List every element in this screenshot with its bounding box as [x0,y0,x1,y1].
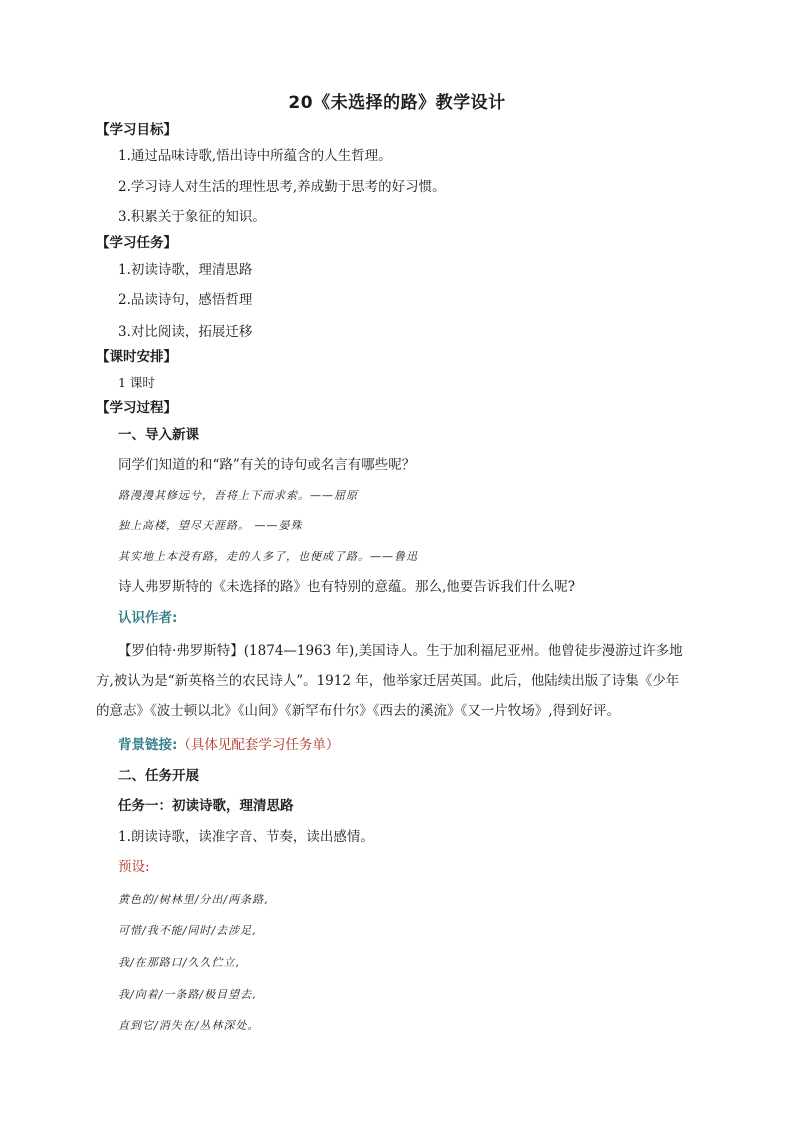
task-item: 1.初读诗歌，理清思路 [118,262,253,278]
task-item: 3.对比阅读，拓展迁移 [118,324,253,340]
schedule-value: 1 课时 [118,375,155,390]
poem-line: 我/在那路口/久久伫立, [118,956,240,969]
intro-question: 同学们知道的和“路”有关的诗句或名言有哪些呢？ [118,457,416,473]
document-title: 20《未选择的路》教学设计 [288,93,506,113]
author-line: 【罗伯特·弗罗斯特】(1874—1963 年),美国诗人。生于加利福尼亚州。他曾徒步漫游过许多地 [118,643,683,659]
goal-item: 2.学习诗人对生活的理性思考,养成勤于思考的好习惯。 [118,179,446,195]
quote-line: 路漫漫其修远兮，吾将上下而求索。——屈原 [118,489,358,502]
poem-line: 黄色的/树林里/分出/两条路, [118,893,269,906]
intro-transition: 诗人弗罗斯特的《未选择的路》也有特别的意蕴。那么,他要告诉我们什么呢? [118,579,576,595]
develop-heading: 二、任务开展 [118,768,199,784]
background-note: （具体见配套学习任务单） [177,737,340,753]
background-label: 背景链接: [118,737,178,753]
author-paragraph [96,636,702,726]
task1-heading: 任务一：初读诗歌，理清思路 [118,798,294,814]
author-line: 方,被认为是“新英格兰的农民诗人”。1912 年，他举家迁居英国。此后，他陆续出版了诗集《少年 [96,673,680,689]
tasks-heading: 【学习任务】 [96,235,177,251]
poem-line: 我/向着/一条路/极目望去, [118,988,257,1001]
schedule-heading: 【课时安排】 [96,349,177,365]
background-row [118,735,339,755]
poem-line: 可惜/我不能/同时/去涉足, [118,924,257,937]
process-heading: 【学习过程】 [96,400,177,416]
task1-step: 1.朗读诗歌，读准字音、节奏，读出感情。 [118,829,374,845]
author-label: 认识作者: [118,610,178,626]
task-item: 2.品读诗句，感悟哲理 [118,292,253,308]
quote-line: 其实地上本没有路，走的人多了，也便成了路。——鲁迅 [118,550,418,563]
quote-line: 独上高楼，望尽天涯路。 ——晏殊 [118,519,303,532]
poem-line: 直到它/消失在/丛林深处。 [118,1019,260,1032]
author-line: 的意志》《波士顿以北》《山间》《新罕布什尔》《西去的溪流》《又一片牧场》,得到好评。 [96,703,621,719]
goal-item: 3.积累关于象征的知识。 [118,209,266,225]
goal-item: 1.通过品味诗歌,悟出诗中所蕴含的人生哲理。 [118,148,392,164]
goals-heading: 【学习目标】 [96,122,177,138]
intro-heading: 一、导入新课 [118,427,199,443]
preset-label: 预设: [118,859,150,875]
